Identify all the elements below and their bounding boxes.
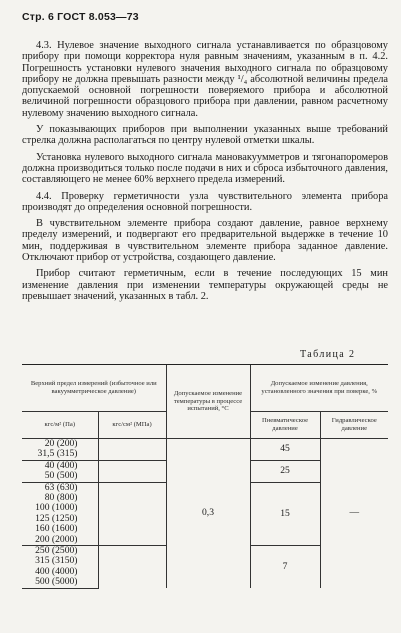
cell-kgf-m2: 250 (2500) [22,546,98,557]
cell-hydraulic: — [320,439,388,589]
cell-kgf-m2: 400 (4000) [35,565,78,577]
header-hydraulic: Гидравлическое давление [320,412,388,439]
cell-kgf-cm2 [98,546,166,589]
cell-kgf-m2: 160 (1600) [35,523,78,535]
cell-kgf-m2: 125 (1250) [35,512,78,524]
body-text [22,40,388,307]
header-upper-limit: Верхний предел измерений (избыточное или вакуумметрическое давление) [22,365,166,412]
cell-pneumatic: 45 [250,439,320,461]
paragraph-tightness-criterion: Прибор считают герметичным, если в течение последующих 15 мин изменение давления при изменении температуры окружающей среды не превышает значений, указанных в табл. 2. [22,268,388,302]
cell-kgf-m2: 40 (400) [22,460,98,471]
paragraph-4-3: 4.3. Нулевое значение выходного сигнала устанавливается по образцовому прибору при помощи корректора нуля равным значениям, указанным в п. 4.2. Погрешность установки нулевого значения выходного сигнала по образцовому прибору не должна превышать разности между ¹/₄ абсолютной величины предела допускаемой основной погрешности поверяемого прибора и абсолютной величиной погрешности образцового прибора при давлении, равном расчетному нулевому значению выходного сигнала. [22,40,388,119]
paragraph-zero-setting: Установка нулевого выходного сигнала мановакуумметров и тягонапоромеров должна производиться только после подачи в них и сброса избыточного давления, составляющего не менее 60% верхнего предела измерений. [22,151,388,186]
cell-kgf-m2: 80 (800) [44,492,78,504]
header-kgf-m2: кгс/м² (Па) [22,412,98,439]
paragraph-pressure-test: В чувствительном элементе прибора создают давление, равное верхнему пределу измерений, и подвергают его предварительной выдержке в течение 10 мин, поддерживая в чувствительном элементе прибора заданное давление. Отключают прибор от устройства, создающего давление. [22,218,388,264]
cell-pneumatic: 7 [250,546,320,589]
paragraph-4-4: 4.4. Проверку герметичности узла чувствительного элемента прибора производят до определения основной погрешности. [22,190,388,213]
cell-kgf-cm2 [98,482,166,545]
table-2 [22,364,388,589]
cell-pneumatic: 25 [250,460,320,482]
header-kgf-cm2: кгс/см² (МПа) [98,412,166,439]
cell-kgf-m2: 20 (200) [44,438,78,449]
cell-kgf-m2: 315 (3150) [35,555,78,567]
cell-kgf-m2: 200 (2000) [35,533,78,545]
cell-pneumatic: 15 [250,482,320,545]
cell-kgf-m2: 100 (1000) [35,502,78,514]
header-pneumatic: Пневматическое давление [250,412,320,439]
cell-kgf-m2: 31,5 (315) [37,448,78,460]
paragraph-indicating-devices: У показывающих приборов при выполнении указанных выше требований стрелка должна располагаться по центру нулевой отметки шкалы. [22,124,388,147]
cell-kgf-cm2 [98,460,166,482]
cell-kgf-m2: 63 (630) [22,482,98,493]
cell-kgf-m2: 50 (500) [44,470,78,482]
page-header: Стр. 6 ГОСТ 8.053—73 [22,11,139,23]
cell-kgf-m2: 500 (5000) [22,577,98,588]
header-temperature-change: Допускаемое изменение температуры в процессе испытаний, °С [166,365,250,439]
cell-temperature: 0,3 [166,439,250,589]
table-caption: Таблица 2 [300,349,356,360]
header-pressure-change: Допускаемое изменение давления, установленного значения при поверке, % [250,365,388,412]
cell-kgf-cm2 [98,439,166,461]
